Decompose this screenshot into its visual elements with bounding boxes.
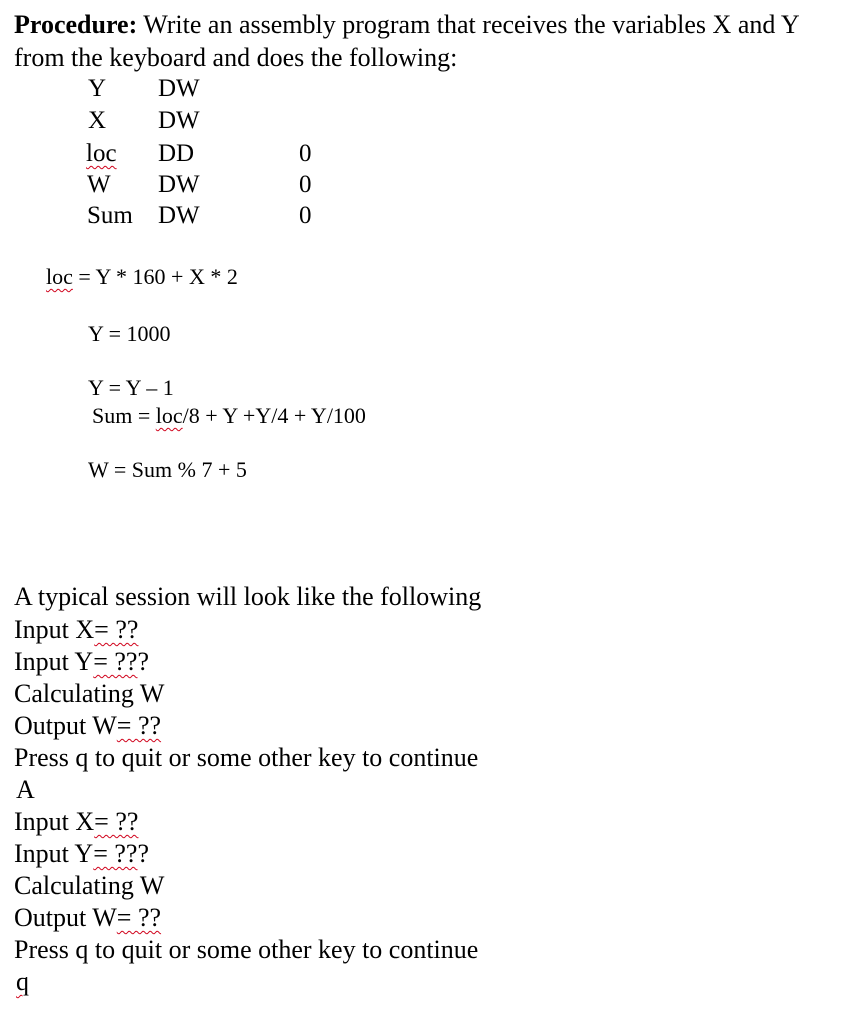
declaration-type: DW xyxy=(158,107,200,134)
procedure-heading: Procedure: xyxy=(14,10,138,39)
sum-lhs: Sum = xyxy=(92,403,156,428)
declaration-type: DD xyxy=(158,140,195,167)
sum-expression: /8 + Y +Y/4 + Y/100 xyxy=(182,403,366,428)
sum-formula xyxy=(92,405,366,427)
session-spellcheck-text: = ?? xyxy=(116,711,162,740)
declaration-name: Y xyxy=(88,75,107,102)
y-decrement: Y = Y – 1 xyxy=(88,375,174,400)
session-line xyxy=(14,713,161,739)
session-spellcheck-text: = ?? xyxy=(116,903,162,932)
sum-loc-variable: loc xyxy=(155,403,183,428)
declaration-name: X xyxy=(88,107,107,134)
session-line xyxy=(14,745,478,771)
session-text: Press q to quit or some other key to continue xyxy=(14,743,479,772)
session-spellcheck-text: = ?? xyxy=(94,807,139,836)
session-text: Output W xyxy=(14,711,117,740)
declaration-value: 0 xyxy=(299,202,312,229)
session-line xyxy=(14,681,164,707)
declaration-name: Sum xyxy=(87,202,133,229)
loc-formula xyxy=(46,266,238,288)
session-text: A xyxy=(16,775,35,804)
session-line xyxy=(14,841,149,867)
session-text: Input Y xyxy=(14,647,94,676)
session-line xyxy=(16,777,35,803)
session-spellcheck-text: = ?? xyxy=(93,839,138,868)
declaration-name: loc xyxy=(86,140,117,167)
declaration-value: 0 xyxy=(299,140,312,167)
session-line xyxy=(14,809,138,835)
session-line xyxy=(14,617,138,643)
declaration-value: 0 xyxy=(299,171,312,198)
declaration-type: DW xyxy=(158,171,200,198)
w-formula: W = Sum % 7 + 5 xyxy=(88,457,247,482)
session-spellcheck-text: q xyxy=(16,967,29,996)
session-line xyxy=(14,649,149,675)
procedure-line-2: from the keyboard and does the following: xyxy=(14,43,458,72)
session-text: Calculating W xyxy=(14,679,165,708)
declaration-type: DW xyxy=(158,75,200,102)
session-spellcheck-text: = ?? xyxy=(94,615,139,644)
session-line xyxy=(14,937,478,963)
declaration-name: W xyxy=(87,171,111,198)
session-text: ? xyxy=(137,839,149,868)
session-spellcheck-text: = ?? xyxy=(93,647,138,676)
session-text: Calculating W xyxy=(14,871,165,900)
session-line xyxy=(16,969,29,995)
session-text: Input X xyxy=(14,615,95,644)
session-line xyxy=(14,905,161,931)
session-text: ? xyxy=(137,647,149,676)
session-text: Input Y xyxy=(14,839,94,868)
procedure-line-1 xyxy=(14,12,800,38)
session-line xyxy=(14,873,164,899)
declaration-type: DW xyxy=(158,202,200,229)
loc-expression: = Y * 160 + X * 2 xyxy=(72,264,238,289)
session-text: Press q to quit or some other key to continue xyxy=(14,935,479,964)
session-text: Input X xyxy=(14,807,95,836)
session-intro: A typical session will look like the following xyxy=(14,582,482,611)
session-text: Output W xyxy=(14,903,117,932)
loc-variable: loc xyxy=(46,264,73,289)
procedure-text-1: Write an assembly program that receives the variables X and Y xyxy=(137,10,800,39)
y-assignment: Y = 1000 xyxy=(88,321,171,346)
